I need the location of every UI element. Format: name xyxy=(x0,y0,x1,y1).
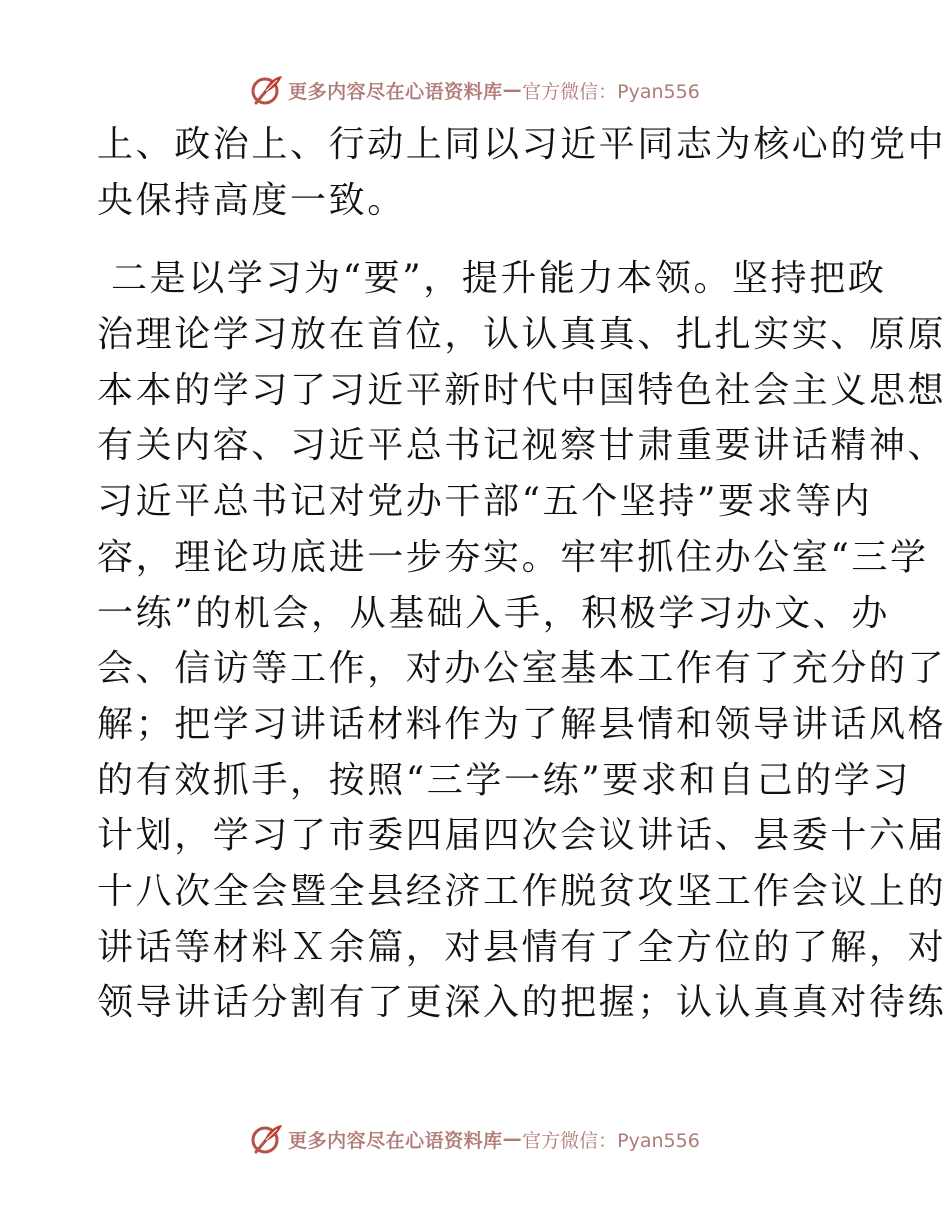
watermark-text: 更多内容尽在心语资料库 xyxy=(288,80,503,103)
footer-watermark xyxy=(0,1119,950,1159)
text-line: 领导讲话分割有了更深入的把握；认认真真对待练 xyxy=(97,982,947,1024)
watermark-separator: — xyxy=(502,79,523,101)
text-line: 解；把学习讲话材料作为了解县情和领导讲话风格 xyxy=(97,703,947,745)
watermark-contact: 官方微信：Pyan556 xyxy=(522,80,700,103)
feather-pen-logo-icon xyxy=(250,1122,284,1156)
text-line: 的有效抓手，按照“三学一练”要求和自己的学习 xyxy=(97,759,912,801)
feather-pen-logo-icon xyxy=(250,73,284,107)
text-line: 容，理论功底进一步夯实。牢牢抓住办公室“三学 xyxy=(97,536,929,578)
text-line: 一练”的机会，从基础入手，积极学习办文、办 xyxy=(97,592,891,634)
text-line: 本本的学习了习近平新时代中国特色社会主义思想 xyxy=(97,369,947,411)
text-line: 二是以学习为“要”，提升能力本领。坚持把政 xyxy=(97,258,887,300)
text-line: 治理论学习放在首位，认认真真、扎扎实实、原原 xyxy=(97,314,947,356)
watermark-separator: — xyxy=(502,1128,523,1150)
text-line: 上、政治上、行动上同以习近平同志为核心的党中 xyxy=(97,124,947,165)
document-body xyxy=(97,117,947,1031)
text-line: 有关内容、习近平总书记视察甘肃重要讲话精神、 xyxy=(97,425,947,467)
text-line: 讲话等材料Ｘ余篇，对县情有了全方位的了解，对 xyxy=(97,926,947,968)
text-line: 央保持高度一致。 xyxy=(97,179,406,221)
paragraph-1 xyxy=(97,117,947,228)
text-line: 习近平总书记对党办干部“五个坚持”要求等内 xyxy=(97,481,873,523)
watermark-contact: 官方微信：Pyan556 xyxy=(522,1129,700,1152)
paragraph-2 xyxy=(97,251,947,1031)
text-line: 计划，学习了市委四届四次会议讲话、县委十六届 xyxy=(97,815,947,857)
header-watermark xyxy=(0,70,950,110)
watermark-text: 更多内容尽在心语资料库 xyxy=(288,1129,503,1152)
text-line: 会、信访等工作，对办公室基本工作有了充分的了 xyxy=(97,648,947,690)
text-line: 十八次全会暨全县经济工作脱贫攻坚工作会议上的 xyxy=(97,870,947,912)
